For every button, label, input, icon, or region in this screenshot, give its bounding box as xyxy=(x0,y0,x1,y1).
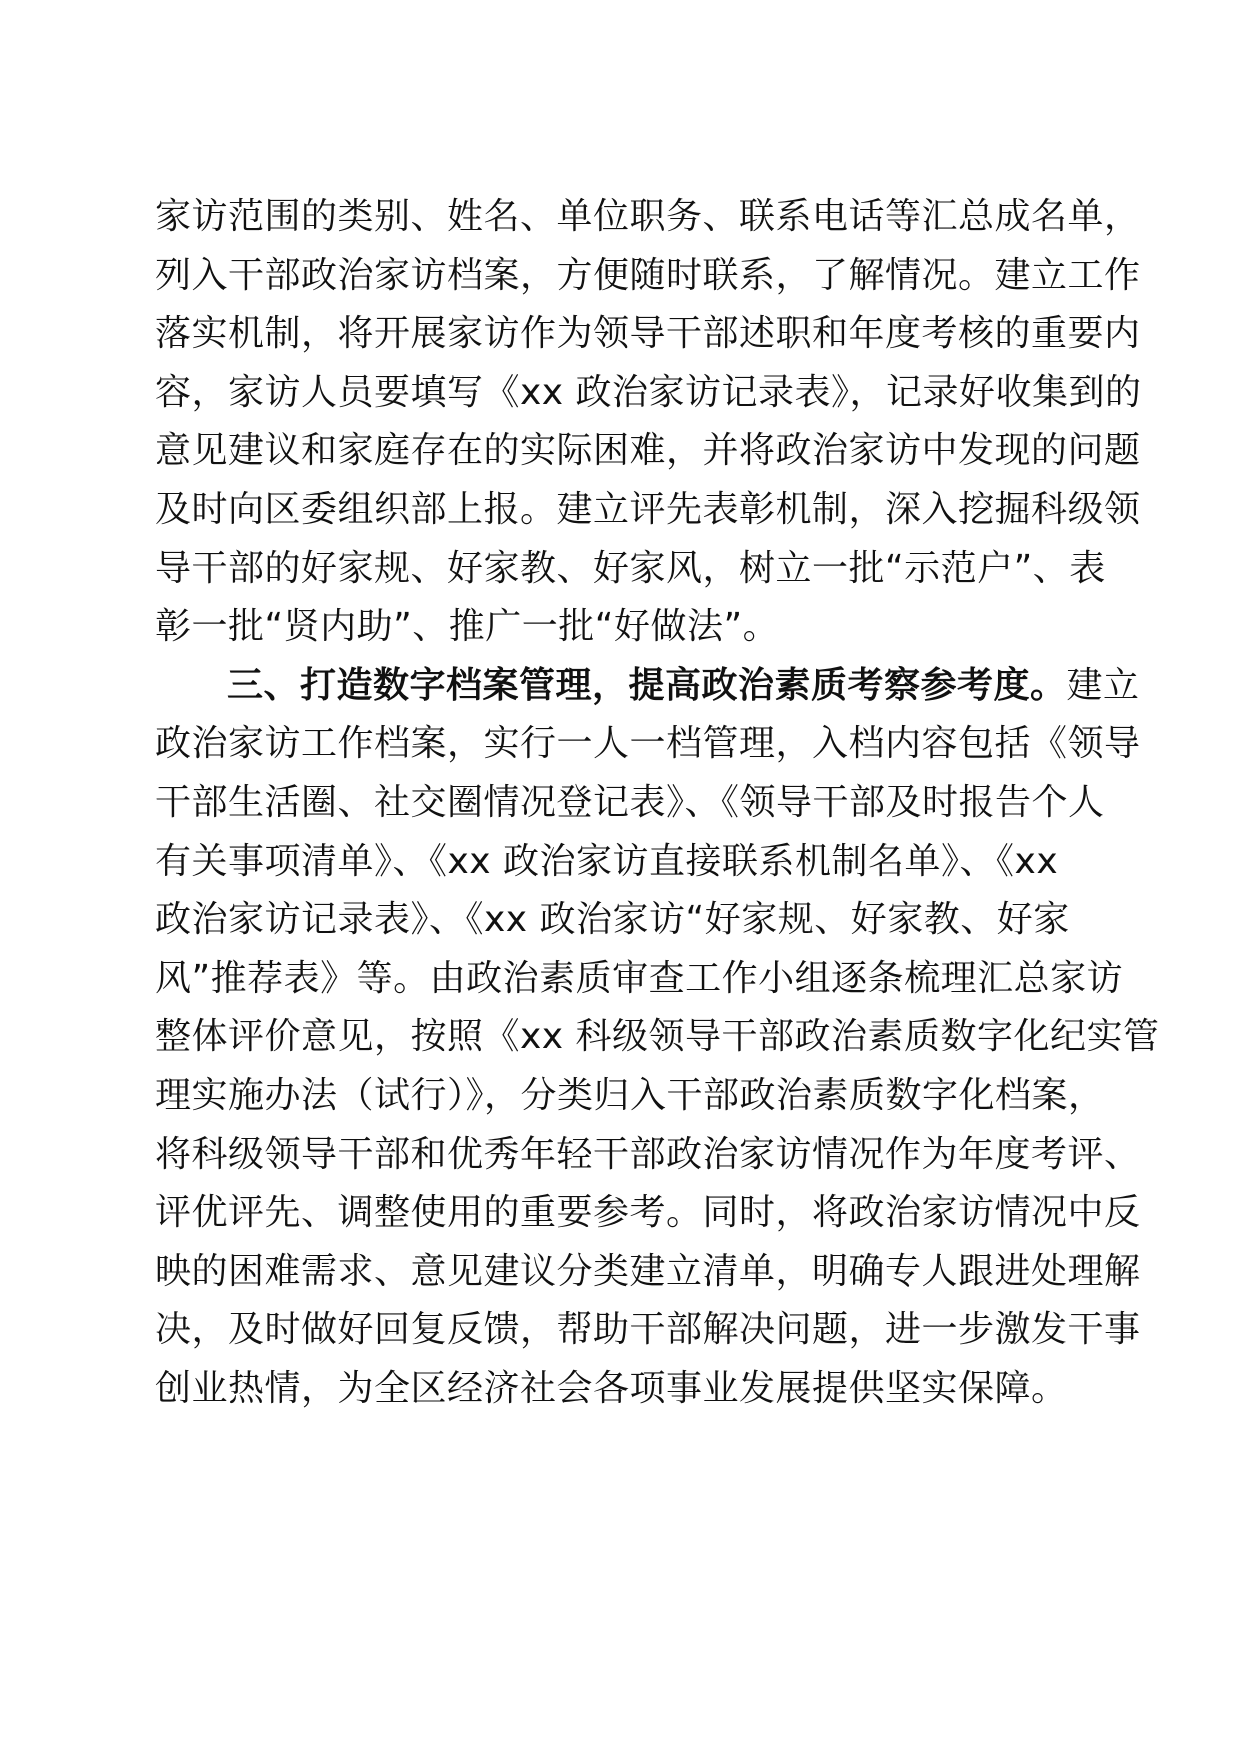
text-line: 容，家访人员要填写《xx 政治家访记录表》，记录好收集到的 xyxy=(155,371,1142,413)
text-line: 创业热情，为全区经济社会各项事业发展提供坚实保障。 xyxy=(155,1367,1068,1409)
text-line: 政治家访工作档案，实行一人一档管理，入档内容包括《领导 xyxy=(155,723,1141,765)
text-line: 导干部的好家规、好家教、好家风，树立一批“示范户”、表 xyxy=(155,547,1106,589)
text-line: 整体评价意见，按照《xx 科级领导干部政治素质数字化纪实管 xyxy=(155,1016,1160,1058)
text-line: 有关事项清单》、《xx 政治家访直接联系机制名单》、《xx xyxy=(155,840,1059,882)
text-line: 决，及时做好回复反馈，帮助干部解决问题，进一步激发干事 xyxy=(155,1309,1141,1351)
text-line: 理实施办法（试行）》，分类归入干部政治素质数字化档案， xyxy=(155,1074,1105,1116)
document-body xyxy=(155,188,1160,1418)
paragraph-2 xyxy=(155,657,1160,1419)
text-line: 映的困难需求、意见建议分类建立清单，明确专人跟进处理解 xyxy=(155,1250,1141,1292)
text-line: 意见建议和家庭存在的实际困难，并将政治家访中发现的问题 xyxy=(155,430,1141,472)
text-line: 落实机制，将开展家访作为领导干部述职和年度考核的重要内 xyxy=(155,313,1141,355)
text-line: 彰一批“贤内助”、推广一批“好做法”。 xyxy=(155,606,780,648)
text-run: 建立 xyxy=(1066,664,1140,706)
text-line: 干部生活圈、社交圈情况登记表》、《领导干部及时报告个人 xyxy=(155,781,1105,823)
text-line: 将科级领导干部和优秀年轻干部政治家访情况作为年度考评、 xyxy=(155,1133,1141,1175)
paragraph-1 xyxy=(155,188,1142,657)
text-line: 列入干部政治家访档案，方便随时联系，了解情况。建立工作 xyxy=(155,254,1141,296)
text-line: 家访范围的类别、姓名、单位职务、联系电话等汇总成名单， xyxy=(155,196,1141,237)
text-line: 风”推荐表》等。由政治素质审查工作小组逐条梳理汇总家访 xyxy=(155,957,1124,999)
section-heading: 三、打造数字档案管理，提高政治素质考察参考度。 xyxy=(227,664,1067,706)
paragraph-2-first-line xyxy=(155,657,1140,716)
text-line: 及时向区委组织部上报。建立评先表彰机制，深入挖掘科级领 xyxy=(155,488,1141,530)
text-line: 政治家访记录表》、《xx 政治家访“好家规、好家教、好家 xyxy=(155,899,1070,941)
text-line: 评优评先、调整使用的重要参考。同时，将政治家访情况中反 xyxy=(155,1192,1141,1234)
